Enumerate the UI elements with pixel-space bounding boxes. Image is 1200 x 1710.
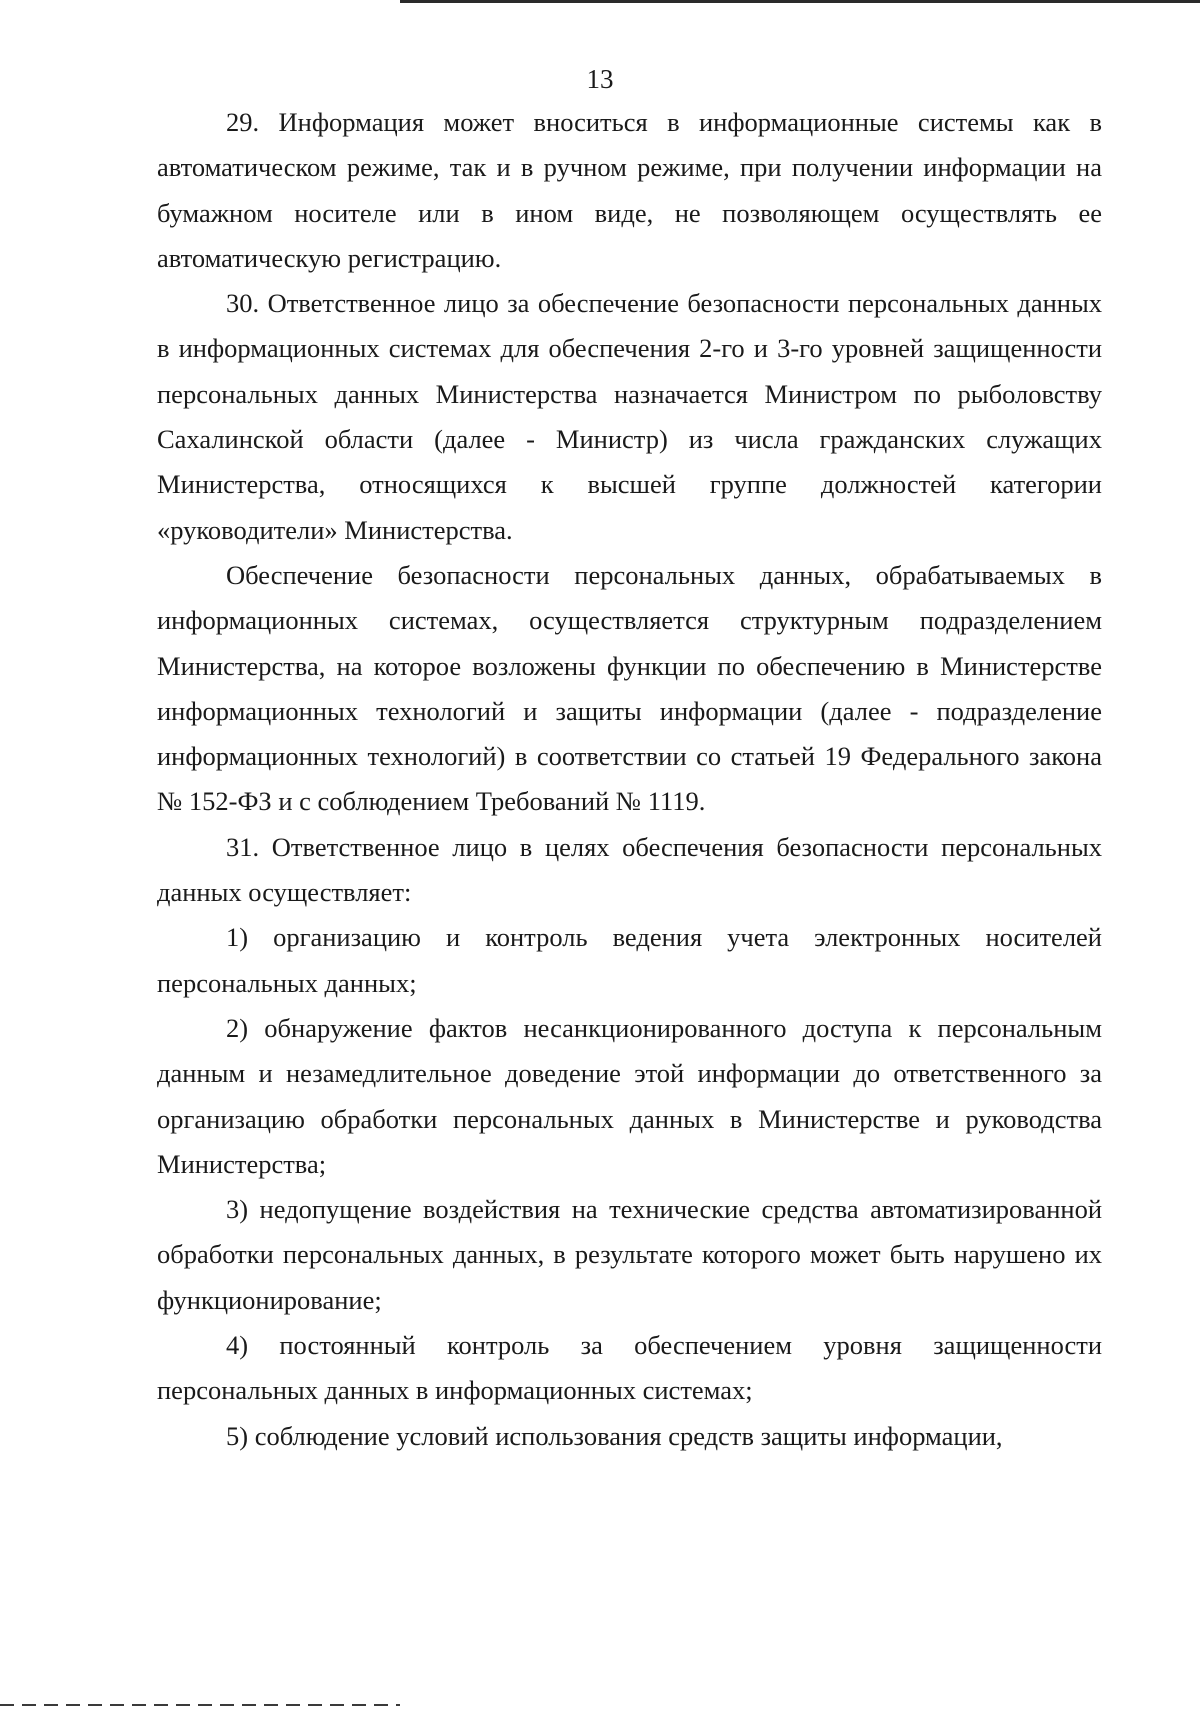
document-body — [157, 100, 1102, 1459]
page-number: 13 — [586, 64, 614, 94]
list-item-2: 2) обнаружение фактов несанкционированного доступа к персональным данным и незамедлительное доведение этой информации до ответственного за организацию обработки персональных данных в Министерстве и руководства Министерства; — [157, 1012, 1102, 1179]
top-edge-line — [400, 0, 1200, 3]
paragraph-31: 31. Ответственное лицо в целях обеспечения безопасности персональных данных осуществляет: — [157, 831, 1102, 908]
list-item-1: 1) организацию и контроль ведения учета электронных носителей персональных данных; — [157, 922, 1102, 998]
bottom-edge-line — [0, 1704, 400, 1706]
list-item-3: 3) недопущение воздействия на технические средства автоматизированной обработки персональных данных, в результате которого может быть нарушено их функционирование; — [157, 1194, 1102, 1315]
paragraph-security-provision: Обеспечение безопасности персональных данных, обрабатываемых в информационных системах, осуществляется структурным подразделением Министерства, на которое возложены функции по обеспечению в Министерстве информационных технологий и защиты информации (далее - подразделение информационных технологий) в соответствии со статьей 19 Федерального закона № 152-ФЗ и с соблюдением Требований № 1119. — [157, 559, 1102, 817]
paragraph-30: 30. Ответственное лицо за обеспечение безопасности персональных данных в информационных системах для обеспечения 2-го и 3-го уровней защищенности персональных данных Министерства назначается Министром по рыболовству Сахалинской области (далее - Министр) из числа гражданских служащих Министерства, относящихся к высшей группе должностей категории «руководители» Министерства. — [157, 288, 1102, 545]
paragraph-29: 29. Информация может вноситься в информационные системы как в автоматическом режиме, так и в ручном режиме, при получении информации на бумажном носителе или в ином виде, не позволяющем осуществлять ее автоматическую регистрацию. — [157, 107, 1102, 273]
list-item-4: 4) постоянный контроль за обеспечением уровня защищенности персональных данных в информационных системах; — [157, 1330, 1102, 1406]
list-item-5: 5) соблюдение условий использования средств защиты информации, — [226, 1420, 1003, 1451]
